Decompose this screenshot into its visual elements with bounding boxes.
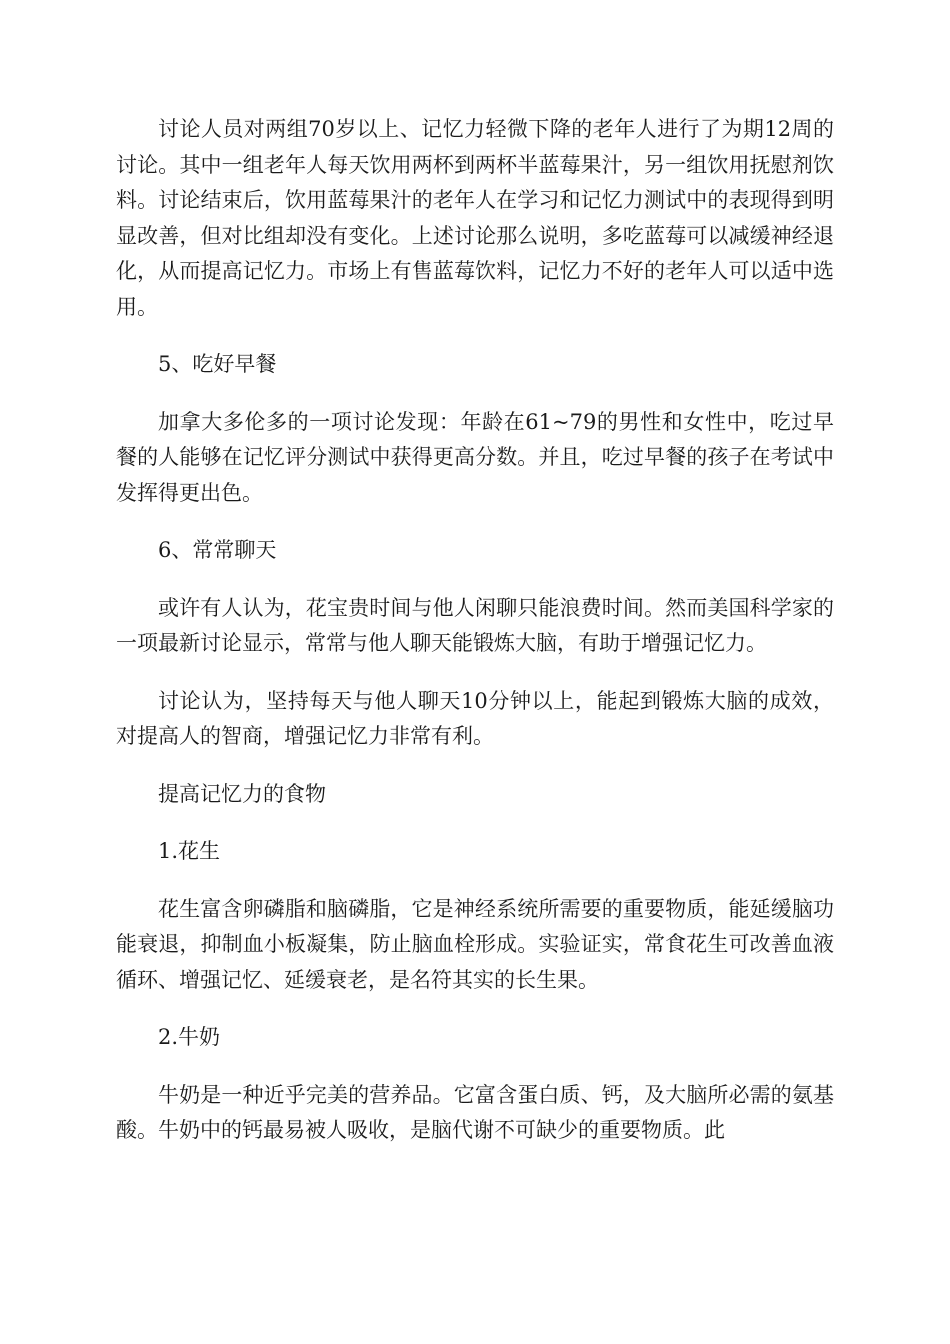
paragraph-milk: 牛奶是一种近乎完美的营养品。它富含蛋白质、钙，及大脑所必需的氨基酸。牛奶中的钙最易被人吸收，是脑代谢不可缺少的重要物质。此	[116, 1082, 834, 1142]
heading-peanut: 1.花生	[158, 839, 221, 863]
paragraph-blueberry-study: 讨论人员对两组70岁以上、记忆力轻微下降的老年人进行了为期12周的讨论。其中一组老年人每天饮用两杯到两杯半蓝莓果汁，另一组饮用抚慰剂饮料。讨论结束后，饮用蓝莓果汁的老年人在学习和记忆力测试中的表现得到明显改善，但对比组却没有变化。上述讨论那么说明，多吃蓝莓可以减缓神经退化，从而提高记忆力。市场上有售蓝莓饮料，记忆力不好的老年人可以适中选用。	[116, 117, 834, 319]
heading-memory-foods: 提高记忆力的食物	[158, 781, 326, 806]
paragraph-chatting-study: 或许有人认为，花宝贵时间与他人闲聊只能浪费时间。然而美国科学家的一项最新讨论显示，常常与他人聊天能锻炼大脑，有助于增强记忆力。	[116, 595, 834, 655]
paragraph-peanut: 花生富含卵磷脂和脑磷脂，它是神经系统所需要的重要物质，能延缓脑功能衰退，抑制血小板凝集，防止脑血栓形成。实验证实，常食花生可改善血液循环、增强记忆、延缓衰老，是名符其实的长生果。	[116, 896, 834, 992]
heading-milk: 2.牛奶	[158, 1025, 221, 1049]
document-body	[116, 112, 834, 1171]
paragraph-breakfast-study: 加拿大多伦多的一项讨论发现：年龄在61~79的男性和女性中，吃过早餐的人能够在记忆评分测试中获得更高分数。并且，吃过早餐的孩子在考试中发挥得更出色。	[116, 409, 834, 505]
heading-chatting: 6、常常聊天	[158, 538, 277, 562]
heading-breakfast: 5、吃好早餐	[158, 352, 277, 376]
paragraph-chatting-conclusion: 讨论认为，坚持每天与他人聊天10分钟以上，能起到锻炼大脑的成效，对提高人的智商，增强记忆力非常有利。	[116, 688, 834, 748]
